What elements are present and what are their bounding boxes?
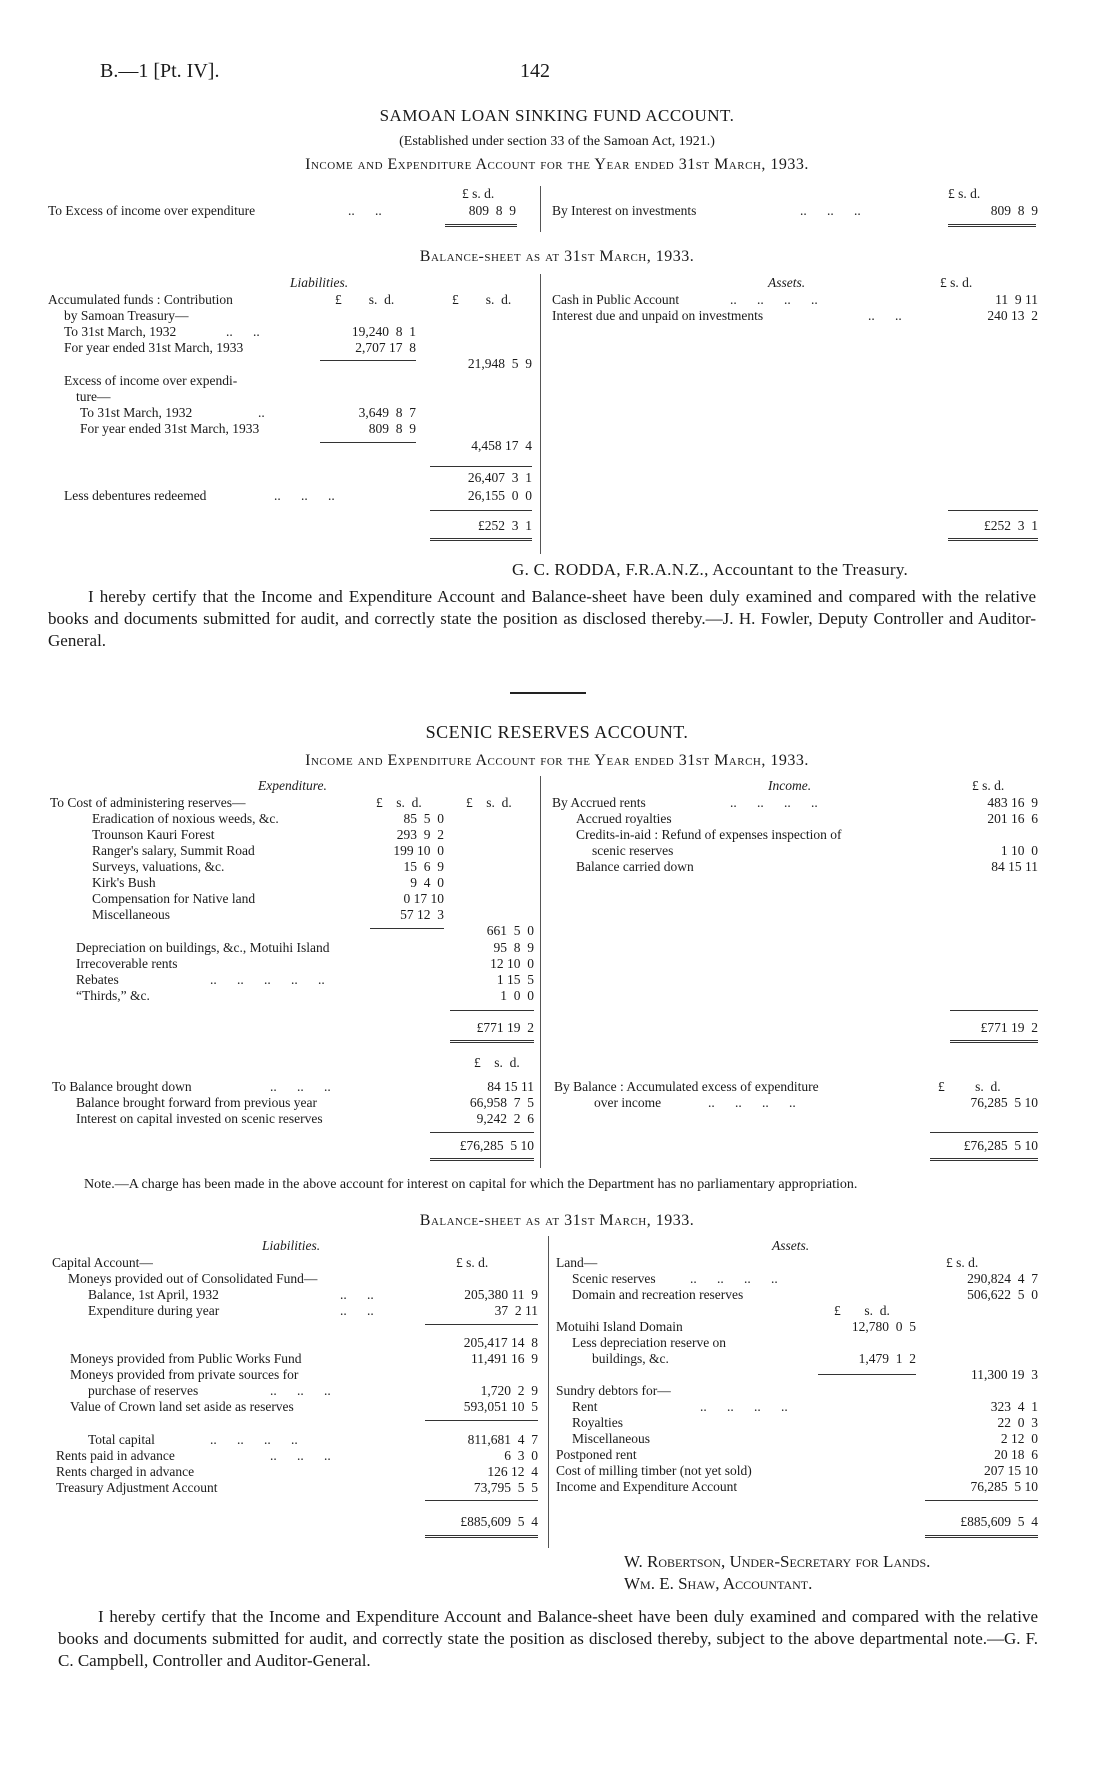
scenic-inc-rule	[950, 1010, 1038, 1011]
scenic-l-rpa: Rents paid in advance	[56, 1448, 175, 1463]
scenic-l-crown-value: 593,051 10 5	[463, 1399, 538, 1414]
samoan-rule-4	[430, 510, 532, 511]
samoan-liabilities-head: Liabilities.	[290, 275, 349, 290]
scenic-l-exp-value: 37 2 11	[494, 1303, 538, 1318]
scenic-exp-total-double-rule	[450, 1040, 534, 1043]
samoan-l2: by Samoan Treasury—	[64, 308, 189, 323]
scenic-a-motuihi: Motuihi Island Domain	[556, 1319, 683, 1334]
scenic-a-scenic: Scenic reserves	[572, 1271, 656, 1286]
scenic-b-left-double-rule	[430, 1158, 534, 1161]
list-item-label: Ranger's salary, Summit Road	[92, 843, 255, 858]
scenic-b-right-1: By Balance : Accumulated excess of expenditure	[554, 1079, 819, 1094]
scenic-exp-lsd-2: £ s. d.	[466, 795, 512, 810]
scenic-l-priv-value: 1,720 2 9	[480, 1383, 538, 1398]
samoan-ie-lsd-left: £ s. d.	[462, 186, 495, 201]
scenic-l-rule-2	[425, 1420, 538, 1421]
scenic-b-right-value: 76,285 5 10	[970, 1095, 1038, 1110]
scenic-a-land: Land—	[556, 1255, 598, 1270]
scenic-signature-2: Wm. E. Shaw, Accountant.	[624, 1574, 813, 1593]
scenic-a-post: Postponed rent	[556, 1447, 637, 1462]
scenic-dots-h: .. .. .. ..	[210, 1432, 298, 1447]
scenic-dots-d: .. .. .. ..	[708, 1095, 796, 1110]
samoan-rule-2	[320, 442, 416, 443]
scenic-exp-total: £771 19 2	[476, 1020, 534, 1035]
scenic-a-less-1: Less depreciation reserve on	[572, 1335, 727, 1350]
scenic-l-priv-2: purchase of reserves	[88, 1383, 199, 1398]
list-item-label: Compensation for Native land	[92, 891, 256, 906]
list-item-label: Rebates	[76, 972, 119, 987]
list-item-label: Interest on capital invested on scenic reserves	[76, 1111, 323, 1126]
scenic-certificate: I hereby certify that the Income and Expenditure Account and Balance-sheet have been duly examined and compared with the relative books and documents submitted for audit, and correctly state the position as disclosed thereby, subject to the above departmental note.—G. F. C. Campbell, Controller and Auditor-General.	[58, 1607, 1038, 1670]
scenic-a-domain-value: 506,622 5 0	[967, 1287, 1038, 1302]
list-item-value: 0 17 10	[403, 891, 444, 906]
scenic-inc-total: £771 19 2	[980, 1020, 1038, 1035]
scenic-l-crown: Value of Crown land set aside as reserves	[70, 1399, 294, 1414]
samoan-l9-dots: .. .. ..	[274, 488, 335, 503]
samoan-l4-value: 2,707 17 8	[355, 340, 416, 355]
scenic-a-less-value: 1,479 1 2	[858, 1351, 916, 1366]
scenic-a-rule-2	[925, 1500, 1038, 1501]
samoan-ie-dots-1: .. ..	[348, 203, 382, 218]
list-item-label: scenic reserves	[592, 843, 674, 858]
samoan-ie-right-double-rule	[948, 224, 1036, 227]
samoan-signature: G. C. RODDA, F.R.A.N.Z., Accountant to the Treasury.	[512, 560, 909, 579]
samoan-l1: Accumulated funds : Contribution	[48, 292, 233, 307]
scenic-l-cap: Capital Account—	[52, 1255, 153, 1270]
list-item-value: 199 10 0	[393, 843, 444, 858]
scenic-a-rule-1	[818, 1374, 916, 1375]
samoan-l3-value: 19,240 8 1	[351, 324, 416, 339]
scenic-dots-e: .. ..	[340, 1287, 374, 1302]
samoan-l3-dots: .. ..	[226, 324, 260, 339]
scenic-b-lsd: £ s. d.	[474, 1055, 520, 1070]
scenic-l-bal: Balance, 1st April, 1932	[88, 1287, 219, 1302]
list-item-label: Balance carried down	[576, 859, 694, 874]
samoan-a2-dots: .. ..	[868, 308, 902, 323]
samoan-asset-rule	[948, 510, 1038, 511]
scenic-a-domain: Domain and recreation reserves	[572, 1287, 744, 1302]
scenic-a-lsd-inner: £ s. d.	[834, 1303, 890, 1318]
samoan-a1-dots: .. .. .. ..	[730, 292, 818, 307]
scenic-l-total-double-rule	[425, 1535, 538, 1538]
samoan-liab-double-rule	[430, 538, 532, 541]
list-item-value: 483 16 9	[987, 795, 1038, 810]
list-item-value: 1 0 0	[500, 988, 534, 1003]
scenic-dots-i: .. .. ..	[270, 1448, 331, 1463]
scenic-b-left-total: £76,285 5 10	[459, 1138, 534, 1153]
scenic-b-left-rule	[430, 1132, 534, 1133]
scenic-dots-j: .. .. .. ..	[690, 1271, 778, 1286]
scenic-a-ie-value: 76,285 5 10	[970, 1479, 1038, 1494]
list-item-label: Trounson Kauri Forest	[92, 827, 215, 842]
samoan-assets-head: Assets.	[768, 275, 806, 290]
scenic-a-ie: Income and Expenditure Account	[556, 1479, 738, 1494]
scenic-l-totcap: Total capital	[88, 1432, 155, 1447]
samoan-ie-left-value: 809 8 9	[468, 203, 516, 218]
scenic-l-exp: Expenditure during year	[88, 1303, 220, 1318]
samoan-liab-lsd-1: £ s. d.	[335, 292, 395, 307]
list-item-value: 84 15 11	[487, 1079, 534, 1094]
list-item-value: 12 10 0	[490, 956, 534, 971]
scenic-liab-lsd: £ s. d.	[456, 1255, 489, 1270]
scenic-l-rca: Rents charged in advance	[56, 1464, 195, 1479]
list-item-value: 1 15 5	[496, 972, 534, 987]
scenic-a-roy-value: 22 0 3	[997, 1415, 1038, 1430]
list-item-label: Kirk's Bush	[92, 875, 156, 890]
list-item-label: Depreciation on buildings, &c., Motuihi Island	[76, 940, 330, 955]
scenic-inc-total-double-rule	[950, 1040, 1038, 1043]
list-item-value: 1 10 0	[1000, 843, 1038, 858]
scenic-dots-g: .. .. ..	[270, 1383, 331, 1398]
samoan-l7-value: 3,649 8 7	[358, 405, 416, 420]
scenic-l-tra: Treasury Adjustment Account	[56, 1480, 218, 1495]
samoan-l8-total: 4,458 17 4	[471, 438, 532, 453]
scenic-l-rca-value: 126 12 4	[487, 1464, 538, 1479]
list-item-value: 95 8 9	[493, 940, 534, 955]
scenic-l-sub: 205,417 14 8	[463, 1335, 538, 1350]
scenic-l-totcap-value: 811,681 4 7	[467, 1432, 538, 1447]
samoan-a2-value: 240 13 2	[987, 308, 1038, 323]
scenic-l-pwf-value: 11,491 16 9	[471, 1351, 538, 1366]
samoan-bs-title: Balance-sheet as at 31st March, 1933.	[419, 248, 695, 265]
samoan-liab-lsd-2: £ s. d.	[452, 292, 512, 307]
scenic-l-cons: Moneys provided out of Consolidated Fund—	[68, 1271, 318, 1286]
scenic-b-right-total: £76,285 5 10	[963, 1138, 1038, 1153]
scenic-title: SCENIC RESERVES ACCOUNT.	[425, 722, 689, 742]
scenic-l-pwf: Moneys provided from Public Works Fund	[70, 1351, 302, 1366]
samoan-ie-right-label: By Interest on investments	[552, 203, 697, 218]
samoan-l9-value: 26,155 0 0	[467, 488, 532, 503]
samoan-asset-total: £252 3 1	[984, 518, 1038, 533]
scenic-liabilities-head: Liabilities.	[262, 1238, 321, 1253]
list-item-value: 66,958 7 5	[469, 1095, 534, 1110]
samoan-title: SAMOAN LOAN SINKING FUND ACCOUNT.	[379, 106, 735, 125]
samoan-ie-divider	[540, 186, 541, 232]
scenic-a-total: £885,609 5 4	[960, 1514, 1038, 1529]
scenic-signature-1: W. Robertson, Under-Secretary for Lands.	[624, 1552, 931, 1571]
scenic-inc-lsd: £ s. d.	[972, 778, 1005, 793]
scenic-a-less-2: buildings, &c.	[592, 1351, 669, 1366]
scenic-exp-lsd-1: £ s. d.	[376, 795, 422, 810]
list-item-label: Irrecoverable rents	[76, 956, 178, 971]
scenic-a-motuihi-value: 12,780 0 5	[851, 1319, 916, 1334]
samoan-rule-1	[320, 360, 416, 361]
samoan-ie-right-value: 809 8 9	[990, 203, 1038, 218]
samoan-l3: To 31st March, 1932	[64, 324, 177, 339]
scenic-b-right-double-rule	[930, 1158, 1038, 1161]
list-item-value: 293 9 2	[396, 827, 444, 842]
scenic-a-roy: Royalties	[572, 1415, 623, 1430]
scenic-dots-f: .. ..	[340, 1303, 374, 1318]
list-item-value: 57 12 3	[400, 907, 444, 922]
scenic-exp-subtotal: 661 5 0	[486, 923, 534, 938]
samoan-ie-dots-2: .. .. ..	[800, 203, 861, 218]
scenic-b-right-rule	[930, 1132, 1038, 1133]
scenic-ie-divider	[540, 776, 541, 1168]
scenic-l-rule-1	[425, 1324, 538, 1325]
samoan-rule-3	[430, 466, 532, 467]
scenic-a-misc-value: 2 12 0	[1000, 1431, 1038, 1446]
list-item-label: Credits-in-aid : Refund of expenses inspection of	[576, 827, 842, 842]
samoan-a1: Cash in Public Account	[552, 292, 680, 307]
list-item-label: “Thirds,” &c.	[76, 988, 150, 1003]
samoan-l7-dots: ..	[258, 405, 265, 420]
samoan-subtitle: (Established under section 33 of the Samoan Act, 1921.)	[399, 134, 715, 149]
samoan-liab-total: £252 3 1	[478, 518, 532, 533]
scenic-dots-c: .. .. ..	[270, 1079, 331, 1094]
samoan-ie-lsd-right: £ s. d.	[948, 186, 981, 201]
scenic-a-misc: Miscellaneous	[572, 1431, 650, 1446]
samoan-a1-value: 11 9 11	[995, 292, 1038, 307]
scenic-a-total-double-rule	[925, 1535, 1038, 1538]
scenic-l-rule-3	[425, 1500, 538, 1501]
samoan-l8: For year ended 31st March, 1933	[80, 421, 260, 436]
scenic-l-total: £885,609 5 4	[460, 1514, 538, 1529]
scenic-dots-b: .. .. .. ..	[730, 795, 818, 810]
list-item-label: Balance brought forward from previous year	[76, 1095, 318, 1110]
samoan-ie-left-label: To Excess of income over expenditure	[48, 203, 256, 218]
samoan-sum: 26,407 3 1	[467, 470, 532, 485]
scenic-note: Note.—A charge has been made in the above account for interest on capital for which the Department has no parliamentary appropriation.	[84, 1177, 858, 1192]
scenic-b-right-lsd: £ s. d.	[938, 1079, 1001, 1094]
scenic-inc-head: Income.	[768, 778, 812, 793]
list-item-label: Accrued royalties	[576, 811, 672, 826]
scenic-exp-rule-1	[370, 928, 444, 929]
list-item-value: 201 16 6	[987, 811, 1038, 826]
scenic-a-scenic-value: 290,824 4 7	[967, 1271, 1038, 1286]
scenic-a-post-value: 20 18 6	[994, 1447, 1038, 1462]
list-item-value: 9 4 0	[410, 875, 444, 890]
samoan-ie-left-double-rule	[445, 224, 517, 227]
samoan-l4: For year ended 31st March, 1933	[64, 340, 244, 355]
samoan-ie-title: Income and Expenditure Account for the Year ended 31st March, 1933.	[305, 156, 809, 173]
scenic-a-sundry: Sundry debtors for—	[556, 1383, 671, 1398]
scenic-exp-intro: To Cost of administering reserves—	[50, 795, 246, 810]
scenic-l-tra-value: 73,795 5 5	[473, 1480, 538, 1495]
list-item-label: Miscellaneous	[92, 907, 170, 922]
scenic-bs-title: Balance-sheet as at 31st March, 1933.	[419, 1212, 695, 1229]
list-item-label: Eradication of noxious weeds, &c.	[92, 811, 279, 826]
samoan-assets-lsd: £ s. d.	[940, 275, 973, 290]
scenic-a-rent: Rent	[572, 1399, 598, 1414]
scenic-a-cost: Cost of milling timber (not yet sold)	[556, 1463, 752, 1478]
page-number: 142	[520, 60, 550, 82]
samoan-l6: ture—	[76, 389, 111, 404]
scenic-asset-lsd: £ s. d.	[946, 1255, 979, 1270]
scenic-a-net-value: 11,300 19 3	[971, 1367, 1038, 1382]
samoan-a2: Interest due and unpaid on investments	[552, 308, 764, 323]
document-reference: B.—1 [Pt. IV].	[100, 60, 220, 82]
samoan-l9: Less debentures redeemed	[64, 488, 207, 503]
scenic-exp-rule-2	[450, 1010, 534, 1011]
scenic-l-priv-1: Moneys provided from private sources for	[70, 1367, 299, 1382]
samoan-asset-double-rule	[948, 538, 1038, 541]
scenic-b-right-2: over income	[594, 1095, 662, 1110]
scenic-assets-head: Assets.	[772, 1238, 810, 1253]
scenic-dots-k: .. .. .. ..	[700, 1399, 788, 1414]
samoan-l4-total: 21,948 5 9	[467, 356, 532, 371]
list-item-value: 9,242 2 6	[476, 1111, 534, 1126]
list-item-value: 15 6 9	[403, 859, 444, 874]
list-item-label: To Balance brought down	[52, 1079, 192, 1094]
scenic-a-rent-value: 323 4 1	[990, 1399, 1038, 1414]
samoan-l7: To 31st March, 1932	[80, 405, 193, 420]
scenic-l-bal-value: 205,380 11 9	[464, 1287, 538, 1302]
scenic-dots-a: .. .. .. .. ..	[210, 972, 325, 987]
list-item-value: 85 5 0	[403, 811, 444, 826]
samoan-l5: Excess of income over expendi-	[64, 373, 238, 388]
samoan-certificate: I hereby certify that the Income and Expenditure Account and Balance-sheet have been duly examined and compared with the relative books and documents submitted for audit, and correctly state the position as disclosed thereby.—J. H. Fowler, Deputy Controller and Auditor-General.	[48, 587, 1036, 650]
list-item-label: Surveys, valuations, &c.	[92, 859, 225, 874]
scenic-l-rpa-value: 6 3 0	[504, 1448, 538, 1463]
section-separator	[510, 692, 586, 694]
scenic-exp-head: Expenditure.	[258, 778, 327, 793]
list-item-label: By Accrued rents	[552, 795, 646, 810]
scenic-ie-title: Income and Expenditure Account for the Year ended 31st March, 1933.	[305, 752, 809, 769]
samoan-l8-value: 809 8 9	[368, 421, 416, 436]
list-item-value: 84 15 11	[991, 859, 1038, 874]
samoan-bs-divider	[540, 274, 541, 554]
scenic-bs-divider	[548, 1236, 549, 1548]
scenic-a-cost-value: 207 15 10	[984, 1463, 1038, 1478]
